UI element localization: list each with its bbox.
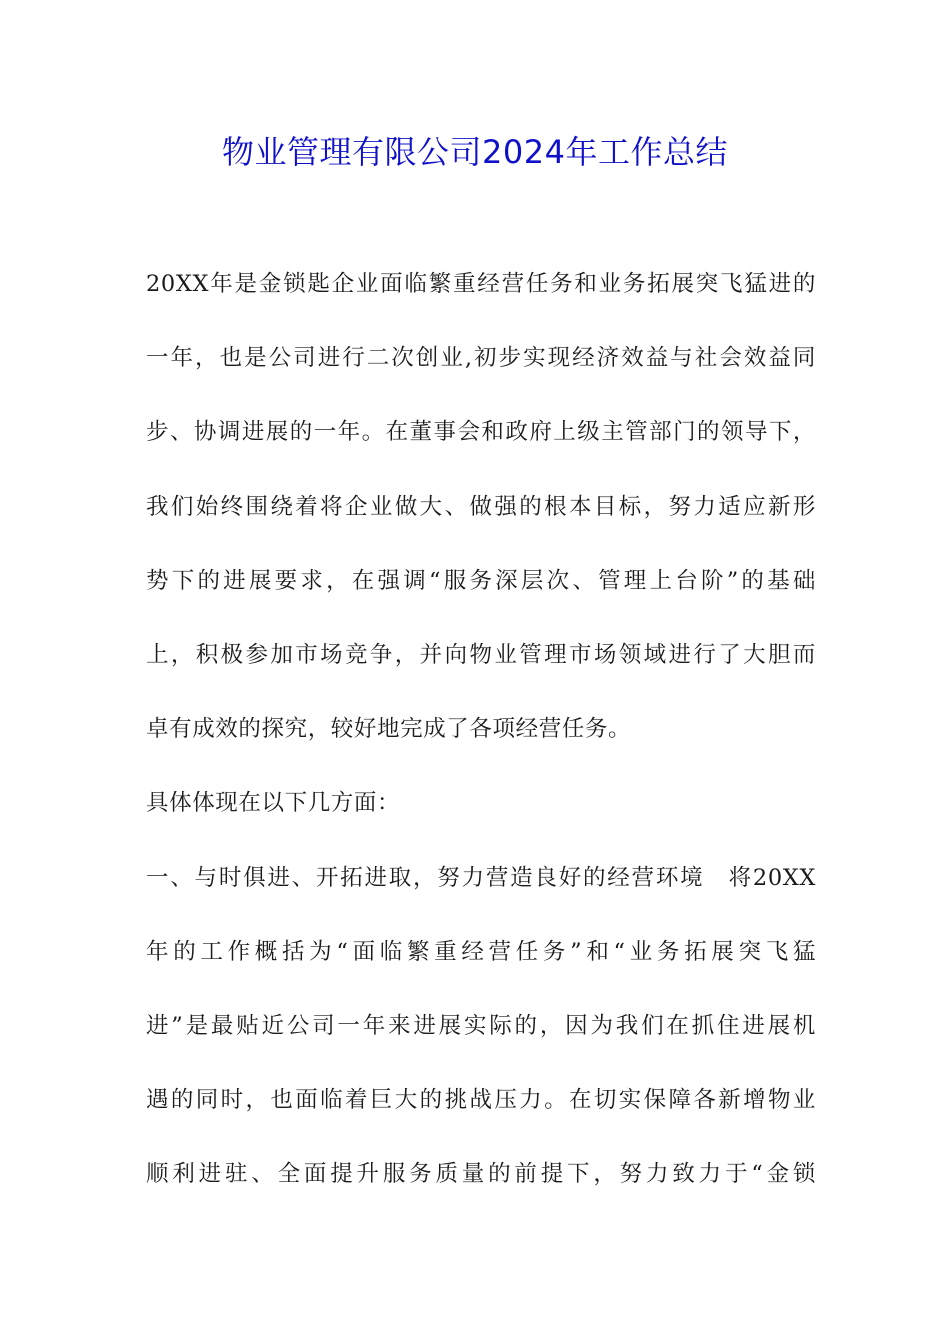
paragraph-line: 步、协调进展的一年。在董事会和政府上级主管部门的领导下，: [146, 419, 816, 446]
paragraph-line: 进”是最贴近公司一年来进展实际的，因为我们在抓住进展机: [146, 1012, 816, 1039]
paragraph-line: 势下的进展要求，在强调“服务深层次、管理上台阶”的基础: [146, 567, 816, 594]
paragraph-line: 卓有成效的探究，较好地完成了各项经营任务。: [146, 716, 632, 743]
paragraph-line: 上，积极参加市场竞争，并向物业管理市场领域进行了大胆而: [146, 641, 816, 668]
paragraph-line: 一年，也是公司进行二次创业,初步实现经济效益与社会效益同: [146, 345, 816, 372]
paragraph-line: 顺利进驻、全面提升服务质量的前提下，努力致力于“金锁: [146, 1161, 816, 1188]
paragraph-line: 年的工作概括为“面临繁重经营任务”和“业务拓展突飞猛: [146, 938, 816, 965]
document-body: [146, 262, 816, 1226]
paragraph-line: 我们始终围绕着将企业做大、做强的根本目标，努力适应新形: [146, 493, 816, 520]
paragraph-line: 20XX年是金锁匙企业面临繁重经营任务和业务拓展突飞猛进的: [146, 271, 816, 297]
paragraph-line: 遇的同时，也面临着巨大的挑战压力。在切实保障各新增物业: [146, 1087, 816, 1114]
paragraph-line: 具体体现在以下几方面：: [146, 790, 401, 817]
section-heading-line: 一、与时俱进、开拓进取，努力营造良好的经营环境 将20XX: [146, 864, 816, 891]
document-title: 物业管理有限公司2024年工作总结: [222, 133, 728, 171]
